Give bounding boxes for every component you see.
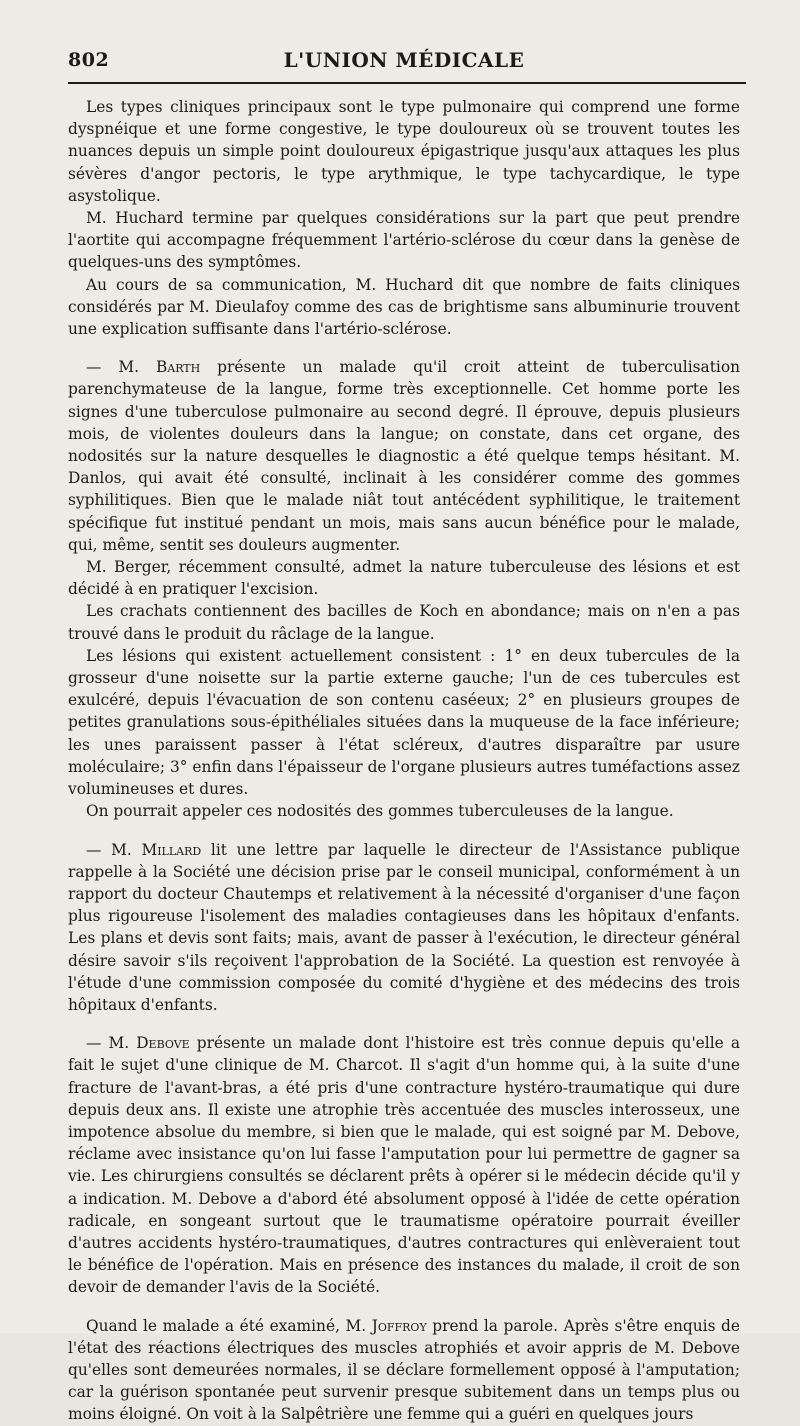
page-header <box>68 0 740 80</box>
running-title: L'UNION MÉDICALE <box>283 48 525 72</box>
paragraph: Les types cliniques principaux sont le type pulmonaire qui comprend une forme dyspnéique et une forme congestive, le type douloureux où se trouvent toutes les nuances depuis un simple point douloureux épigastrique jusqu'aux attaques les plus sévères d'angor pectoris, le type arythmique, le type tachycardique, le type asystolique. <box>68 98 740 205</box>
header-rule <box>68 82 746 84</box>
body-text <box>68 96 740 1426</box>
speaker-name: Millard <box>141 840 202 859</box>
paragraph: Les crachats contiennent des bacilles de Koch en abondance; mais on n'en a pas trouvé dans le produit du râclage de la langue. <box>68 602 740 643</box>
speaker-name: Barth <box>155 358 201 377</box>
paragraph: — M. Barth présente un malade qu'il croit atteint de tuberculisation parenchymateuse de la langue, forme très exceptionnelle. Cet homme porte les signes d'une tuberculose pulmonaire au second degré. Il éprouve, depuis plusieurs mois, de violentes douleurs dans la langue; on constate, dans cet organe, des nodosités sur la nature desquelles le diagnostic a été quelque temps hésitant. M. Danlos, qui avait été consulté, inclinait à les considérer comme des gommes syphilitiques. Bien que le malade niât tout antécédent syphilitique, le traitement spécifique fut institué pendant un mois, mais sans aucun bénéfice pour le malade, qui, même, sentit ses douleurs augmenter. <box>68 358 741 554</box>
speaker-name: Debove <box>136 1034 190 1053</box>
paragraph: M. Berger, récemment consulté, admet la nature tuberculeuse des lésions et est décidé à en pratiquer l'excision. <box>68 558 740 599</box>
paragraph: On pourrait appeler ces nodosités des gommes tuberculeuses de la langue. <box>86 802 674 821</box>
paragraph: — M. Millard lit une lettre par laquelle le directeur de l'Assistance publique rappelle à la Société une décision prise par le conseil municipal, conformément à un rapport du docteur Chautemps et relativement à la nécessité d'organiser d'une façon plus rigoureuse l'isolement des maladies contagieuses dans les hôpitaux d'enfants. Les plans et devis sont faits; mais, avant de passer à l'exécution, le directeur général désire savoir s'ils reçoivent l'approbation de la Société. La question est renvoyée à l'étude d'une commission composée du comité d'hygiène et des médecins des trois hôpitaux d'enfants. <box>68 840 740 1014</box>
paragraph: — M. Debove présente un malade dont l'histoire est très connue depuis qu'elle a fait le sujet d'une clinique de M. Charcot. Il s'agit d'un homme qui, à la suite d'une fracture de l'avant-bras, a été pris d'une contracture hystéro-traumatique qui dure depuis deux ans. Il existe une atrophie très accentuée des muscles interosseux, une impotence absolue du membre, si bien que le malade, qui est soigné par M. Debove, réclame avec insistance qu'on lui fasse l'amputation pour lui permettre de gagner sa vie. Les chirurgiens consultés se déclarent prêts à opérer si le médecin décide qu'il y a indication. M. Debove a d'abord été absolument opposé à l'idée de cette opération radicale, en songeant surtout que le traumatisme opératoire pourrait éveiller d'autres accidents hystéro-traumatiques, d'autres contractures qui enlèveraient tout le bénéfice de l'opération. Mais en présence des instances du malade, il croit de son devoir de demander l'avis de la Société. <box>68 1034 740 1297</box>
paragraph: Au cours de sa communication, M. Huchard dit que nombre de faits cliniques considérés par M. Dieulafoy comme des cas de brightisme sans albuminurie trouvent une explication suffisante dans l'artério-sclérose. <box>68 275 740 339</box>
speaker-name: Joffroy <box>371 1316 427 1335</box>
paragraph: Quand le malade a été examiné, M. Joffroy prend la parole. Après s'être enquis de l'état des réactions électriques des muscles atrophiés et avoir appris de M. Debove qu'elles sont demeurées normales, il se déclare formellement opposé à l'amputation; car la guérison spontanée peut survenir presque subitement dans un temps plus ou moins éloigné. On voit à la Salpêtrière une femme qui a guéri en quelques jours <box>68 1316 740 1424</box>
page-number: 802 <box>68 49 110 71</box>
paragraph: Les lésions qui existent actuellement consistent : 1° en deux tubercules de la grosseur d'une noisette sur la partie externe gauche; l'un de ces tubercules est exulcéré, depuis l'évacuation de son contenu caséeux; 2° en plusieurs groupes de petites granulations sous-épithéliales situées dans la muqueuse de la face inférieure; les unes paraissent passer à l'état scléreux, d'autres disparaître par usure moléculaire; 3° enfin dans l'épaisseur de l'organe plusieurs autres tuméfactions assez volumineuses et dures. <box>68 646 740 799</box>
paragraph: M. Huchard termine par quelques considérations sur la part que peut prendre l'aortite qui accompagne fréquemment l'artério-sclérose du cœur dans la genèse de quelques-uns des symptômes. <box>68 209 740 272</box>
